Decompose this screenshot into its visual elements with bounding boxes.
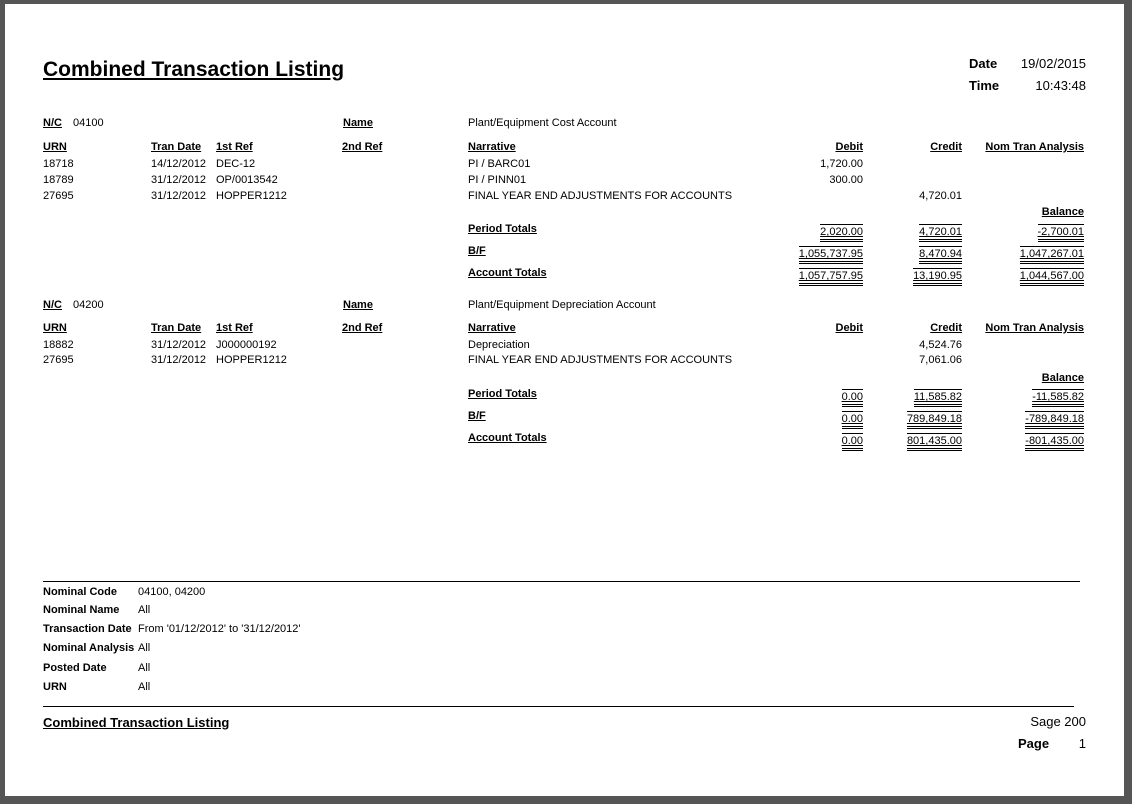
- col-second-ref: 2nd Ref: [342, 322, 383, 334]
- row-narrative: FINAL YEAR END ADJUSTMENTS FOR ACCOUNTS: [468, 190, 733, 202]
- col-nom-tran-analysis: Nom Tran Analysis: [985, 322, 1084, 334]
- row-date: 31/12/2012: [151, 174, 207, 186]
- date-value: 19/02/2015: [1020, 56, 1086, 71]
- row-narrative: Depreciation: [468, 339, 530, 351]
- row-narrative: FINAL YEAR END ADJUSTMENTS FOR ACCOUNTS: [468, 354, 733, 366]
- col-first-ref: 1st Ref: [216, 322, 253, 334]
- col-tran-date: Tran Date: [151, 322, 202, 334]
- account-name: Plant/Equipment Cost Account: [468, 117, 617, 129]
- criteria-label: URN: [43, 681, 67, 693]
- row-credit: 7,061.06: [919, 354, 962, 366]
- criteria-label: Nominal Name: [43, 604, 120, 616]
- bf-label: B/F: [468, 245, 486, 257]
- row-ref1: HOPPER1212: [216, 354, 287, 366]
- row-urn: 18882: [43, 339, 74, 351]
- period-totals-balance: -11,585.82: [1032, 389, 1084, 407]
- report-title: Combined Transaction Listing: [43, 58, 345, 81]
- row-date: 31/12/2012: [151, 190, 207, 202]
- bf-credit: 8,470.94: [919, 246, 962, 264]
- col-tran-date: Tran Date: [151, 141, 202, 153]
- nc-label: N/C: [43, 299, 62, 311]
- page-label: Page: [1018, 736, 1050, 751]
- account-totals-balance: 1,044,567.00: [1020, 268, 1084, 286]
- criteria-value: All: [138, 604, 151, 616]
- period-totals-credit: 4,720.01: [919, 224, 962, 242]
- row-urn: 27695: [43, 354, 74, 366]
- row-urn: 18789: [43, 174, 74, 186]
- period-totals-debit: 0.00: [842, 389, 863, 407]
- row-narrative: PI / PINN01: [468, 174, 527, 186]
- criteria-value: 04100, 04200: [138, 586, 206, 598]
- report-page: [5, 4, 1124, 796]
- col-credit: Credit: [930, 322, 962, 334]
- row-ref1: HOPPER1212: [216, 190, 287, 202]
- col-narrative: Narrative: [468, 322, 516, 334]
- criteria-label: Transaction Date: [43, 623, 132, 635]
- period-totals-debit: 2,020.00: [820, 224, 863, 242]
- footer-product: Sage 200: [1030, 714, 1086, 729]
- criteria-divider: [43, 581, 1080, 582]
- nc-label: N/C: [43, 117, 62, 129]
- col-nom-tran-analysis: Nom Tran Analysis: [985, 141, 1084, 153]
- col-second-ref: 2nd Ref: [342, 141, 383, 153]
- row-ref1: J000000192: [216, 339, 277, 351]
- col-first-ref: 1st Ref: [216, 141, 253, 153]
- criteria-label: Nominal Code: [43, 586, 117, 598]
- row-date: 31/12/2012: [151, 354, 207, 366]
- name-label: Name: [343, 117, 373, 129]
- time-value: 10:43:48: [1035, 78, 1086, 93]
- date-label: Date: [969, 56, 998, 71]
- account-totals-debit: 0.00: [842, 433, 863, 451]
- name-label: Name: [343, 299, 373, 311]
- period-totals-balance: -2,700.01: [1038, 224, 1084, 242]
- account-totals-balance: -801,435.00: [1025, 433, 1084, 451]
- row-ref1: DEC-12: [216, 158, 256, 170]
- account-totals-credit: 801,435.00: [907, 433, 962, 451]
- period-totals-label: Period Totals: [468, 388, 537, 400]
- bf-debit: 1,055,737.95: [799, 246, 863, 264]
- bf-debit: 0.00: [842, 411, 863, 429]
- period-totals-credit: 11,585.82: [914, 389, 962, 407]
- time-label: Time: [969, 78, 1000, 93]
- criteria-label: Posted Date: [43, 662, 107, 674]
- criteria-value: All: [138, 681, 151, 693]
- account-totals-credit: 13,190.95: [913, 268, 962, 286]
- row-narrative: PI / BARC01: [468, 158, 531, 170]
- criteria-value: All: [138, 662, 151, 674]
- account-totals-label: Account Totals: [468, 267, 547, 279]
- period-totals-label: Period Totals: [468, 223, 537, 235]
- footer-title: Combined Transaction Listing: [43, 715, 230, 730]
- bf-credit: 789,849.18: [907, 411, 962, 429]
- row-debit: 1,720.00: [820, 158, 863, 170]
- footer-divider: [43, 706, 1074, 707]
- row-date: 31/12/2012: [151, 339, 207, 351]
- col-debit: Debit: [835, 141, 863, 153]
- bf-balance: -789,849.18: [1025, 411, 1084, 429]
- col-urn: URN: [43, 322, 67, 334]
- account-totals-label: Account Totals: [468, 432, 547, 444]
- col-debit: Debit: [835, 322, 863, 334]
- nc-value: 04200: [73, 299, 104, 311]
- nc-value: 04100: [73, 117, 104, 129]
- col-narrative: Narrative: [468, 141, 516, 153]
- criteria-value: From '01/12/2012' to '31/12/2012': [138, 623, 301, 635]
- account-name: Plant/Equipment Depreciation Account: [468, 299, 656, 311]
- row-ref1: OP/0013542: [216, 174, 278, 186]
- row-urn: 18718: [43, 158, 74, 170]
- criteria-value: All: [138, 642, 151, 654]
- bf-balance: 1,047,267.01: [1020, 246, 1084, 264]
- row-debit: 300.00: [829, 174, 863, 186]
- criteria-label: Nominal Analysis: [43, 642, 135, 654]
- row-date: 14/12/2012: [151, 158, 207, 170]
- col-urn: URN: [43, 141, 67, 153]
- bf-label: B/F: [468, 410, 486, 422]
- col-credit: Credit: [930, 141, 962, 153]
- page-number: 1: [1078, 736, 1086, 751]
- col-balance: Balance: [1041, 206, 1084, 218]
- row-credit: 4,720.01: [919, 190, 962, 202]
- col-balance: Balance: [1041, 372, 1084, 384]
- row-urn: 27695: [43, 190, 74, 202]
- row-credit: 4,524.76: [919, 339, 962, 351]
- account-totals-debit: 1,057,757.95: [799, 268, 863, 286]
